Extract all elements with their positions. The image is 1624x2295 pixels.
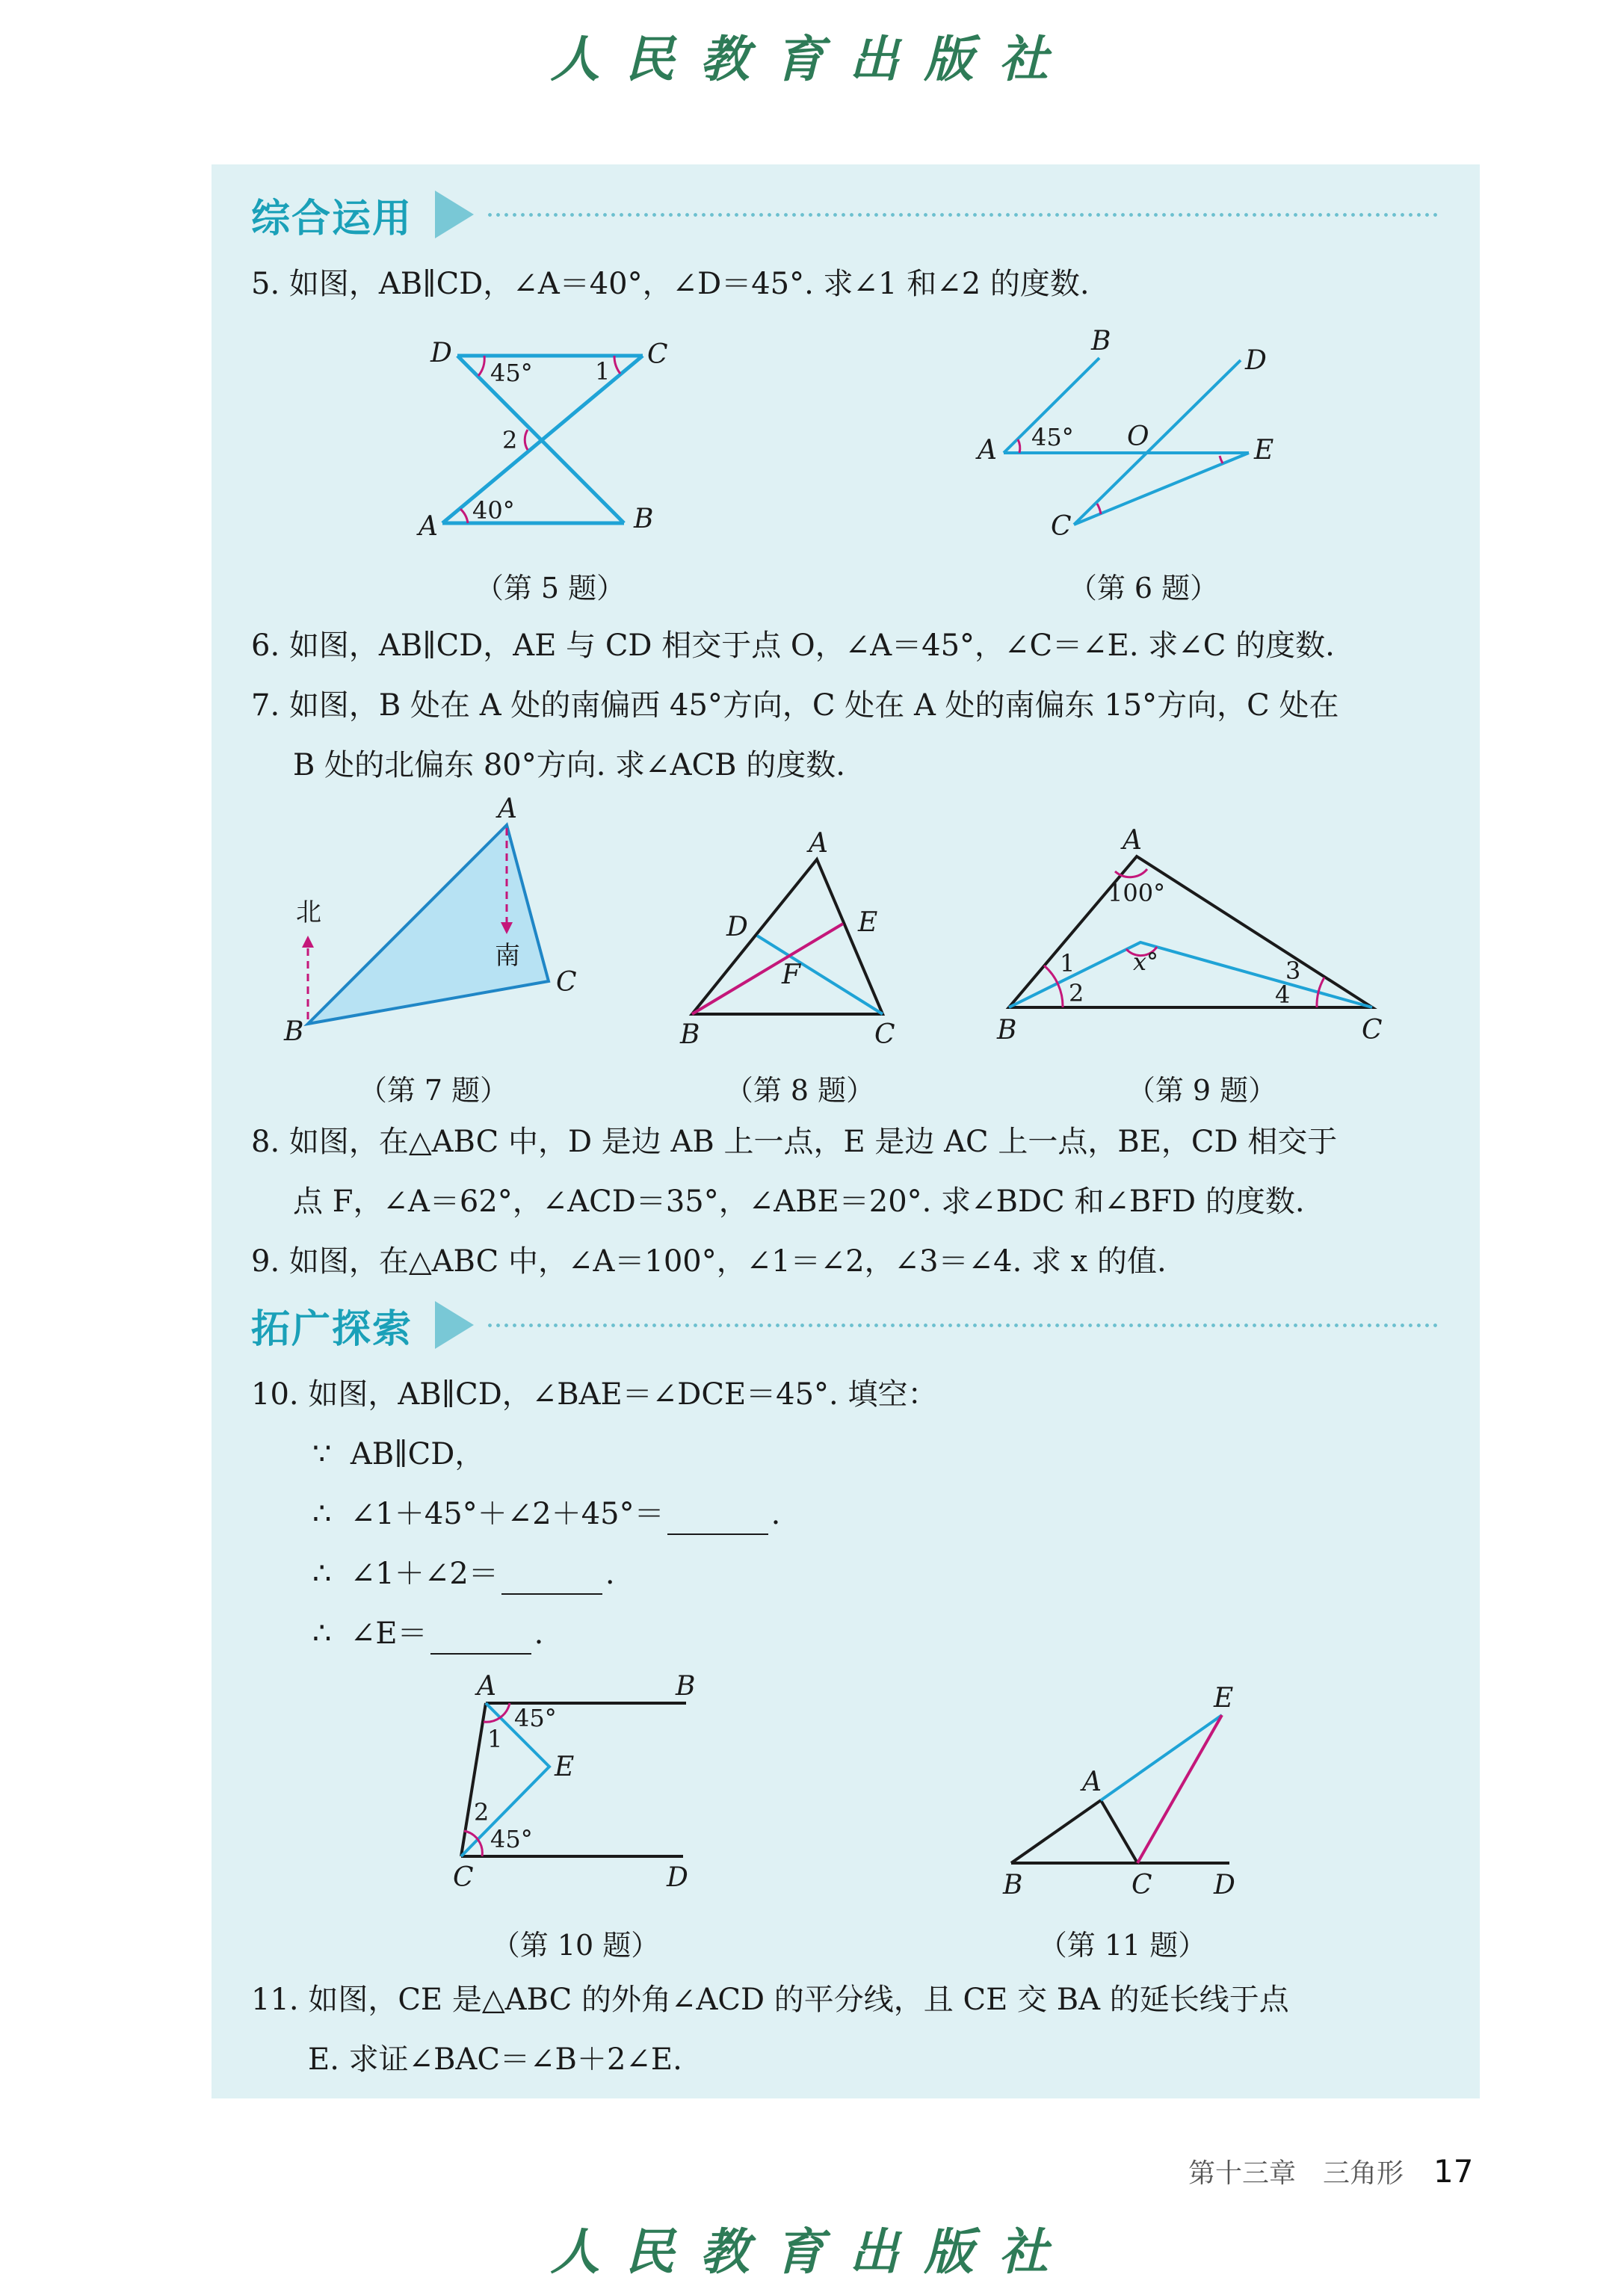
segment-ae: [1101, 1715, 1222, 1800]
label-a: A: [498, 794, 517, 824]
figure-7: [283, 794, 577, 1047]
angle-arc-e: [1220, 456, 1223, 463]
triangle-abc: [308, 825, 549, 1024]
step-text: ∠1＋∠2＝: [350, 1557, 498, 1591]
segment-ce: [1137, 1715, 1222, 1863]
figure-8: [679, 828, 895, 1050]
problem-8-line-2: 点 F，∠A＝62°，∠ACD＝35°，∠ABE＝20°. 求∠BDC 和∠BFD 的度数.: [293, 1184, 1305, 1219]
caption-figure-11: （第 11 题）: [1038, 1929, 1207, 1962]
segment-ac: [1101, 1800, 1137, 1863]
label-a: A: [1082, 1767, 1102, 1797]
label-f: F: [782, 960, 800, 990]
angle-label-1: 1: [595, 357, 611, 386]
label-e: E: [555, 1752, 575, 1782]
publisher-logo-top: 人民教育出版社: [550, 30, 1074, 88]
segment-ba: [1011, 1800, 1101, 1863]
label-d: D: [1214, 1870, 1235, 1900]
therefore-symbol: ∴: [312, 1497, 332, 1531]
page-number: 17: [1433, 2153, 1474, 2190]
label-b: B: [634, 504, 654, 534]
label-a: A: [477, 1671, 496, 1702]
step-text: ∠E＝: [350, 1616, 427, 1651]
problem-7-line-1: 7. 如图，B 处在 A 处的南偏西 45°方向，C 处在 A 处的南偏东 15°方向，C 处在: [251, 688, 1339, 723]
label-o: O: [1127, 421, 1149, 452]
problem-9: 9. 如图，在△ABC 中，∠A＝100°，∠1＝∠2，∠3＝∠4. 求 x 的值.: [251, 1244, 1167, 1279]
label-c: C: [1362, 1015, 1383, 1045]
angle-label-2: 2: [1069, 979, 1084, 1007]
angle-label-a: 45°: [1031, 423, 1074, 451]
label-d: D: [726, 912, 748, 942]
segment-be: [692, 924, 843, 1014]
label-e: E: [1214, 1683, 1234, 1714]
segment-cd: [1074, 360, 1241, 525]
label-d: D: [1245, 345, 1267, 376]
label-b: B: [997, 1015, 1017, 1045]
triangle-abc: [692, 859, 883, 1014]
angle-label-x: x°: [1133, 948, 1159, 976]
caption-figure-7: （第 7 题）: [358, 1074, 509, 1107]
angle-arc-c: [1097, 504, 1101, 514]
problem-8-line-1: 8. 如图，在△ABC 中，D 是边 AB 上一点，E 是边 AC 上一点，BE，CD 相交于: [251, 1125, 1338, 1159]
label-a: A: [978, 435, 997, 466]
angle-label-bottom: 45°: [490, 1825, 533, 1853]
angle-label-a: 40°: [472, 496, 515, 525]
label-c: C: [1131, 1870, 1152, 1900]
angle-label-a: 100°: [1108, 879, 1166, 907]
label-south: 南: [495, 941, 520, 971]
step-text: ∠1＋45°＋∠2＋45°＝: [350, 1497, 664, 1531]
label-a: A: [1123, 825, 1142, 856]
problem-10-step-4: ∴ ∠E＝ .: [312, 1613, 543, 1655]
angle-label-4: 4: [1275, 980, 1291, 1009]
problem-11-line-2: E. 求证∠BAC＝∠B＋2∠E.: [308, 2042, 682, 2077]
angle-label-1: 1: [487, 1725, 503, 1753]
label-b: B: [1003, 1870, 1023, 1900]
angle-arc-a: [1115, 869, 1147, 877]
label-c: C: [453, 1862, 474, 1893]
problem-5: 5. 如图，AB∥CD，∠A＝40°，∠D＝45°. 求∠1 和∠2 的度数.: [251, 267, 1090, 301]
page-footer: [1188, 2152, 1473, 2190]
label-c: C: [1051, 511, 1072, 542]
angle-label-2: 2: [502, 426, 518, 454]
therefore-symbol: ∴: [312, 1616, 332, 1651]
section-title: 拓广探索: [251, 1306, 413, 1352]
angle-arc-a: [1018, 439, 1020, 453]
label-c: C: [647, 339, 668, 370]
problem-10-step-2: ∴ ∠1＋45°＋∠2＋45°＝ .: [312, 1493, 780, 1535]
chapter-title: 第十三章 三角形: [1188, 2158, 1404, 2189]
angle-arc-d: [478, 356, 484, 376]
figure-10: [453, 1671, 695, 1893]
triangle-abc: [1009, 856, 1372, 1007]
label-a: A: [809, 828, 828, 859]
problem-10-step-3: ∴ ∠1＋∠2＝ .: [312, 1553, 615, 1595]
problem-10: 10. 如图，AB∥CD，∠BAE＝∠DCE＝45°. 填空：: [251, 1377, 938, 1412]
label-a: A: [419, 511, 438, 542]
label-e: E: [858, 907, 878, 938]
label-c: C: [556, 967, 577, 998]
label-e: E: [1254, 435, 1274, 466]
label-d: D: [430, 338, 452, 368]
problem-7-line-2: B 处的北偏东 80°方向. 求∠ACB 的度数.: [293, 748, 845, 782]
label-b: B: [680, 1019, 700, 1050]
caption-figure-8: （第 8 题）: [724, 1074, 875, 1107]
figure-6: [975, 326, 1273, 542]
label-b: B: [676, 1671, 696, 1702]
figure-9: [996, 825, 1383, 1045]
label-north: 北: [296, 898, 321, 927]
angle-label-1: 1: [1060, 949, 1075, 977]
label-b: B: [1091, 326, 1111, 356]
angle-arc-2: [525, 430, 528, 450]
section-title: 综合运用: [251, 196, 413, 241]
step-text: AB∥CD，: [350, 1437, 485, 1471]
therefore-symbol: ∴: [312, 1557, 332, 1591]
segment-cd: [757, 936, 883, 1014]
figure-11: [1002, 1683, 1235, 1900]
angle-arc-1: [614, 356, 620, 374]
problem-11-line-1: 11. 如图，CE 是△ABC 的外角∠ACD 的平分线，且 CE 交 BA 的延长线于点: [251, 1983, 1289, 2017]
caption-figure-6: （第 6 题）: [1068, 572, 1219, 605]
angle-label-d: 45°: [490, 359, 533, 387]
angle-label-top: 45°: [514, 1704, 557, 1732]
angle-label-2: 2: [474, 1798, 490, 1826]
caption-figure-5: （第 5 题）: [475, 572, 626, 605]
label-c: C: [874, 1019, 895, 1050]
label-d: D: [667, 1862, 688, 1893]
label-b: B: [284, 1016, 304, 1047]
problem-6: 6. 如图，AB∥CD，AE 与 CD 相交于点 O，∠A＝45°，∠C＝∠E. 求∠C 的度数.: [251, 628, 1335, 663]
angle-label-3: 3: [1285, 957, 1301, 985]
figure-5: [416, 338, 668, 542]
publisher-logo-bottom: 人民教育出版社: [550, 2223, 1074, 2281]
caption-figure-10: （第 10 题）: [491, 1929, 660, 1962]
north-arrowhead-icon: [302, 936, 314, 948]
angle-arc-a: [460, 509, 468, 523]
caption-figure-9: （第 9 题）: [1126, 1074, 1277, 1107]
because-symbol: ∵: [312, 1437, 332, 1471]
